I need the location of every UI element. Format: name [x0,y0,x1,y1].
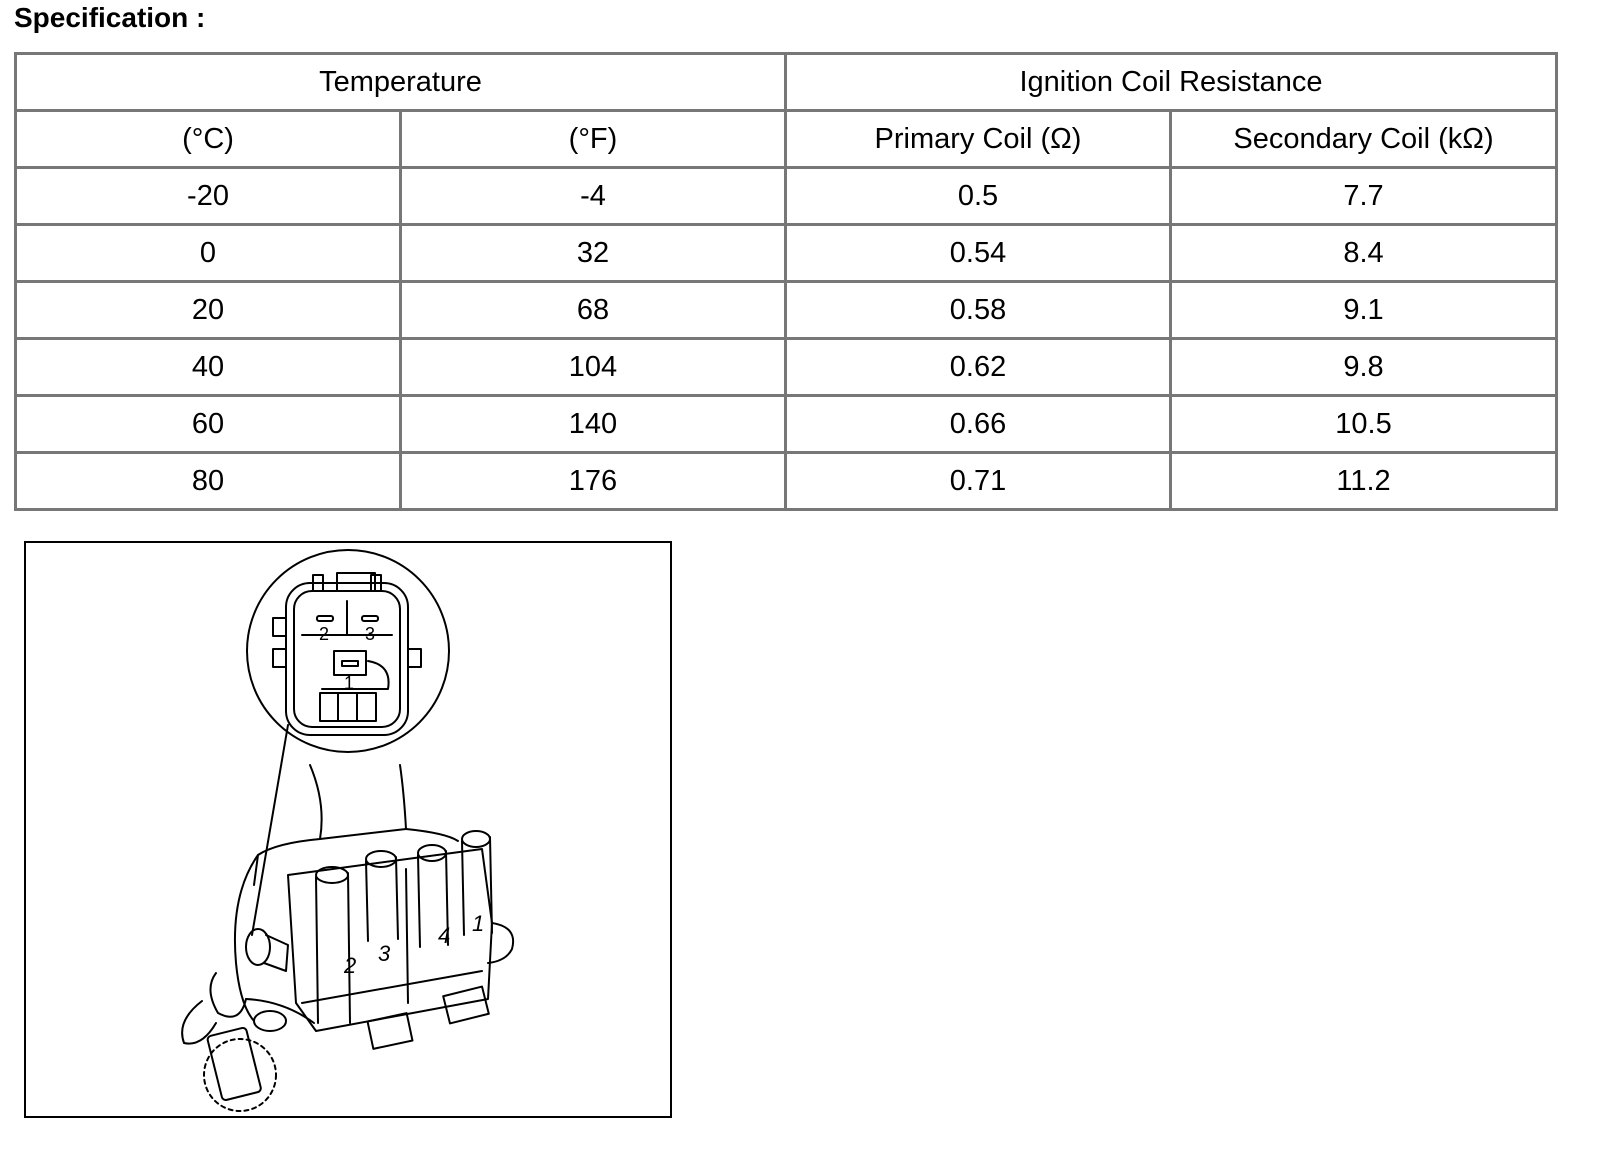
primary-coil-cell: 0.58 [786,282,1171,339]
table-row [16,168,1557,225]
terminal-3-pin [362,616,378,621]
primary-coil-header: Primary Coil (Ω) [786,111,1171,168]
coil-label-1: 1 [472,911,485,936]
table-row [16,225,1557,282]
secondary-coil-cell: 7.7 [1171,168,1557,225]
secondary-coil-header: Secondary Coil (kΩ) [1171,111,1557,168]
coil-tower-2 [366,851,398,941]
harness-connector-a [368,1013,413,1049]
terminal-1-socket [334,651,366,675]
secondary-coil-cell: 11.2 [1171,453,1557,510]
celsius-cell: 60 [16,396,401,453]
resistance-spec-table [14,52,1558,511]
coil-label-3: 3 [378,941,391,966]
fahrenheit-header: (°F) [401,111,786,168]
resistance-group-header: Ignition Coil Resistance [786,54,1557,111]
connector-side-rib-right [408,649,421,667]
primary-coil-cell: 0.54 [786,225,1171,282]
coil-label-2: 2 [344,953,357,978]
celsius-cell: 20 [16,282,401,339]
terminal-label-3: 3 [365,624,376,644]
celsius-cell: 40 [16,339,401,396]
fahrenheit-cell: 140 [401,396,786,453]
celsius-cell: 0 [16,225,401,282]
celsius-header: (°C) [16,111,401,168]
fahrenheit-cell: -4 [401,168,786,225]
celsius-cell: -20 [16,168,401,225]
connector-side-rib-left [273,618,286,636]
terminal-2-pin [317,616,333,621]
connector-latch [320,693,376,721]
group-header-row [16,54,1557,111]
mounting-bracket [310,765,406,839]
secondary-coil-cell: 10.5 [1171,396,1557,453]
harness-connector-b [443,987,489,1024]
table-row [16,396,1557,453]
ignition-coil-drawing [26,543,674,1120]
fahrenheit-cell: 32 [401,225,786,282]
primary-coil-cell: 0.5 [786,168,1171,225]
wiring-harness [182,1001,216,1044]
table-row [16,339,1557,396]
spec-heading: Specification : [14,2,206,33]
secondary-coil-cell: 8.4 [1171,225,1557,282]
secondary-coil-cell: 9.1 [1171,282,1557,339]
primary-coil-connector [207,1027,262,1101]
coil-label-4: 4 [438,923,451,948]
fahrenheit-cell: 176 [401,453,786,510]
table-row [16,282,1557,339]
connector-detail [247,550,449,752]
temperature-group-header: Temperature [16,54,786,111]
ignition-coil-figure [24,541,672,1118]
terminal-label-2: 2 [319,624,330,644]
fahrenheit-cell: 68 [401,282,786,339]
primary-coil-cell: 0.71 [786,453,1171,510]
column-header-row [16,111,1557,168]
terminal-label-1: 1 [344,673,355,693]
fahrenheit-cell: 104 [401,339,786,396]
detail-leader-line [252,725,288,935]
secondary-coil-cell: 9.8 [1171,339,1557,396]
primary-coil-cell: 0.66 [786,396,1171,453]
connector-highlight-circle [204,1039,276,1111]
table-row [16,453,1557,510]
primary-coil-cell: 0.62 [786,339,1171,396]
celsius-cell: 80 [16,453,401,510]
ignition-coil-pack [182,765,513,1111]
